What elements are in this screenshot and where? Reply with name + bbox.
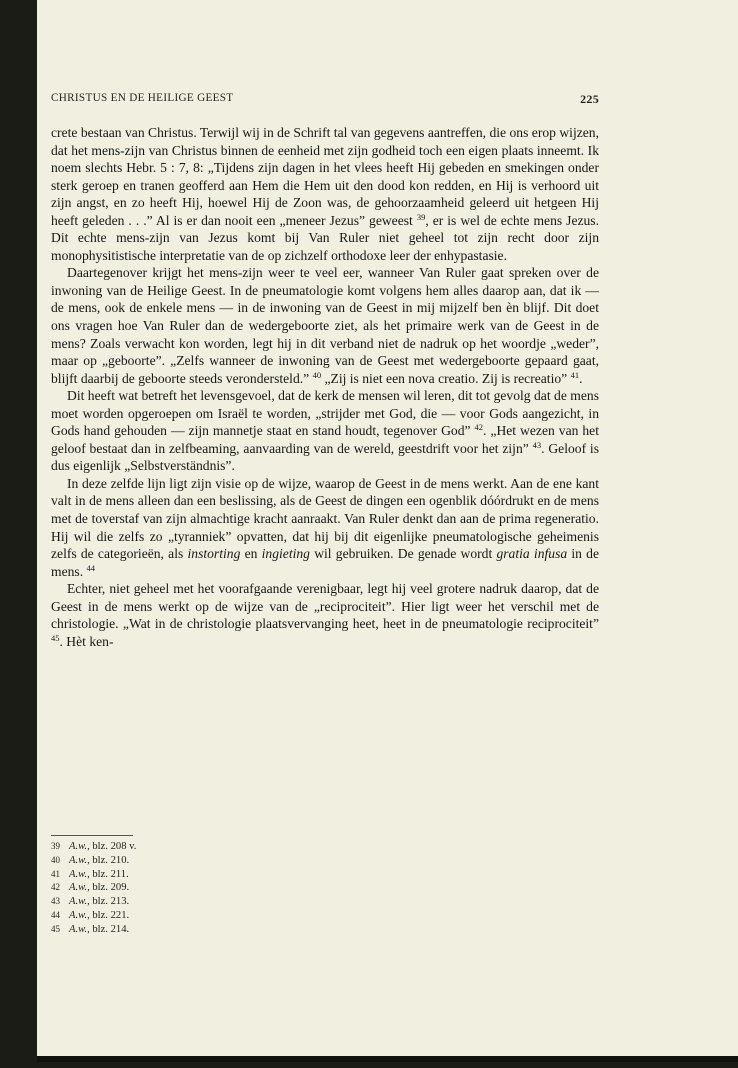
footnote-citation: , blz. 214.	[87, 923, 130, 935]
emphasis-text: gratia infusa	[496, 546, 568, 562]
paragraph	[51, 387, 599, 475]
text-run: Daartegenover krijgt het mens-zijn weer te veel eer, wanneer Van Ruler gaat spreken over de inwoning van de Heilige Geest. In de pneumatologie komt volgens hem alles daarop aan, dat ik — de mens, ook de enkele mens — in de inwoning van de Geest in mij mijzelf ben èn blijf. Dit doet ons vragen hoe Van Ruler dan de wedergeboorte ziet, als het primaire werk van de Geest in de mens? Zoals verwacht kon worden, legt hij in dit verband niet de nadruk op het woordje „weder”, maar op „geboorte”. „Zelfs wanneer de inwoning van de Geest met wedergeboorte gepaard gaat, blijft daarbij de geboorte steeds verondersteld.”	[51, 265, 599, 386]
text-run: „Zij is niet een nova creatio. Zij is recreatio”	[321, 370, 571, 386]
footnote-reference: 44	[86, 562, 95, 573]
footnote	[51, 909, 351, 923]
footnote-reference: 40	[312, 369, 322, 380]
footnote	[51, 923, 351, 937]
paragraph	[51, 264, 599, 387]
footnote-citation: , blz. 209.	[87, 882, 130, 894]
running-header	[51, 92, 599, 110]
footnote-number: 44	[51, 909, 60, 920]
footnote-citation: , blz. 213.	[87, 896, 130, 908]
footnote-citation: , blz. 211.	[87, 868, 129, 880]
body-text	[51, 124, 599, 650]
footnote-reference-abbrev: A.w.	[69, 854, 88, 866]
footnotes	[51, 840, 351, 937]
footnote-reference-abbrev: A.w.	[69, 909, 88, 921]
text-run: . Hèt ken-	[59, 633, 114, 649]
footnote-reference: 42	[474, 422, 484, 433]
footnote-reference: 43	[532, 439, 542, 450]
footnote-reference-abbrev: A.w.	[69, 923, 88, 935]
footnote-number: 42	[51, 882, 60, 893]
footnote-reference-abbrev: A.w.	[69, 882, 88, 894]
page-number: 225	[580, 92, 599, 106]
paragraph	[51, 124, 599, 264]
footnote	[51, 854, 351, 868]
emphasis-text: ingieting	[261, 546, 310, 562]
text-run: In deze zelfde lijn ligt zijn visie op de wijze, waarop de Geest in de mens werkt. Aan de ene kant valt in de mens alleen dan een beslissing, als de Geest de dingen een ogenblik dóórdrukt en de mens met de toverstaf van zijn almachtige kracht aanraakt. Van Ruler denkt dan aan de prima regeneratio. Hij wil die zelfs zo „tyranniek” opvatten, dat hij bij dit eigenlijke pneumatologische geheimenis zelfs de categorieën, als	[51, 475, 599, 562]
footnote-number: 41	[51, 868, 60, 879]
text-run: en	[240, 546, 262, 562]
footnote-reference: 39	[416, 211, 426, 222]
footnote-reference-abbrev: A.w.	[69, 896, 88, 908]
footnote	[51, 881, 351, 895]
footnote-number: 39	[51, 841, 60, 851]
paragraph	[51, 475, 599, 580]
footnote-number: 45	[51, 923, 60, 934]
text-run: wil gebruiken. De genade wordt	[309, 546, 497, 562]
text-run: crete bestaan van Christus. Terwijl wij in de Schrift tal van gegevens aantreffen, die ons erop wijzen, dat het mens-zijn van Christus binnen de eenheid met zijn godheid toch een eigen plaats inneemt. Ik noem slechts Hebr. 5 : 7, 8: „Tijdens zijn dagen in het vlees heeft Hij gebeden en smekingen onder sterk geroep en tranen geofferd aan Hem die Hem uit den dood kon redden, en Hij is verhoord uit zijn angst, en zo heeft Hij, hoewel Hij de Zoon was, de gehoorzaamheid geleerd uit hetgeen Hij heeft geleden . . .” Al is er dan nooit een „meneer Jezus” geweest	[51, 125, 599, 228]
footnote-reference: 45	[51, 632, 60, 643]
footnote-citation: , blz. 221.	[87, 909, 130, 921]
footnote-number: 40	[51, 854, 60, 865]
chapter-title: CHRISTUS EN DE HEILIGE GEEST	[51, 92, 234, 104]
text-run: in de mens.	[51, 546, 599, 579]
footnote-reference-abbrev: A.w.	[69, 868, 88, 880]
footnote-reference: 41	[570, 369, 580, 380]
text-run: . Geloof is dus eigenlijk „Selbstverständnis”.	[51, 440, 600, 474]
emphasis-text: instorting	[187, 546, 241, 562]
text-run: Dit heeft wat betreft het levensgevoel, dat de kerk de mensen wil leren, dit tot gevolg dat de mens moet worden opgeroepen om Israël te worden, „strijder met God, die — voor Gods aangezicht, in Gods hand gehouden — zijn mannetje staat en stand houdt, tegenover God”	[51, 388, 599, 439]
paragraph	[51, 580, 599, 650]
footnote-citation: , blz. 208 v.	[87, 841, 137, 852]
text-run: , er is wel de echte mens Jezus. Dit echte mens-zijn van Jezus komt bij Van Ruler niet geheel tot zijn recht door zijn monophysitistische interpretatie van de op zichzelf orthodoxe leer der enhypastasie.	[51, 212, 599, 263]
text-run: .	[579, 370, 583, 386]
footnote	[51, 895, 351, 909]
footnote-number: 43	[51, 896, 60, 907]
footnote-reference-abbrev: A.w.	[69, 841, 88, 852]
footnote	[51, 868, 351, 882]
footnote-divider	[51, 835, 133, 836]
footnote	[51, 840, 351, 854]
text-run: Echter, niet geheel met het voorafgaande verenigbaar, legt hij veel grotere nadruk daarop, dat de Geest in de mens werkt op de wijze van de „reciprociteit”. Hier ligt weer het verschil met de christologie. „Wat in de christologie plaatsvervanging heet, heet in de pneumatologie reciprociteit”	[51, 581, 599, 632]
footnote-citation: , blz. 210.	[87, 854, 130, 866]
text-run: . „Het wezen van het geloof bestaat dan in zelfbeaming, aanvaarding van de wereld, geestdrift voor het zijn”	[51, 423, 599, 456]
